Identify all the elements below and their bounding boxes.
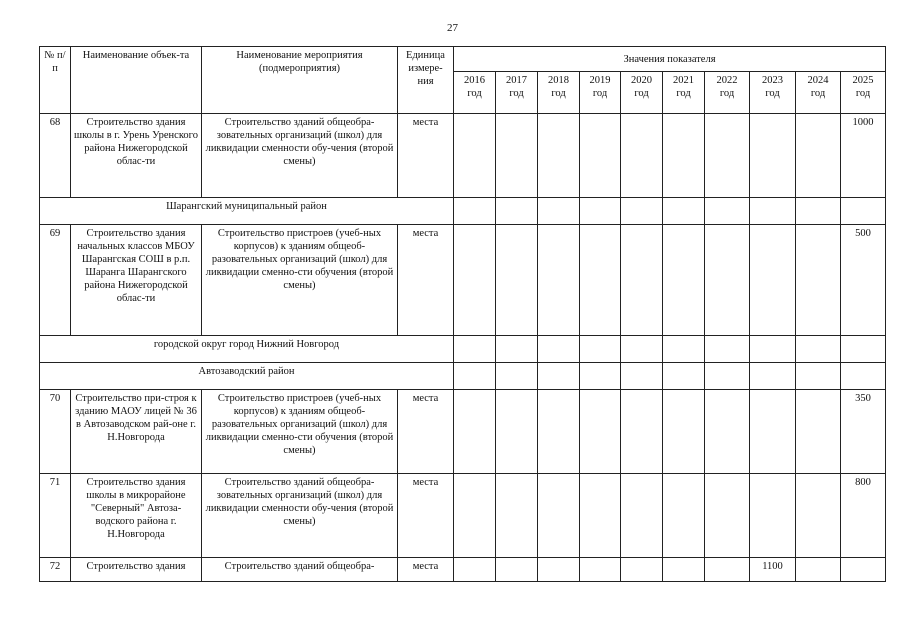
year-unit: год xyxy=(509,88,524,99)
value-2021 xyxy=(663,474,705,558)
value-2019 xyxy=(580,558,621,582)
section-empty-cell xyxy=(538,198,580,225)
year-unit: год xyxy=(634,88,649,99)
year-header-2018 xyxy=(538,72,580,114)
unit-cell: места xyxy=(398,474,454,558)
year-label: 2023 xyxy=(762,75,783,86)
value-2020 xyxy=(621,225,663,336)
section-empty-cell xyxy=(796,198,841,225)
section-row xyxy=(40,198,886,225)
event-name: Строительство зданий общеобра-зовательных организаций (школ) для ликвидации сменности обу-чения (второй смены) xyxy=(202,474,398,558)
section-row xyxy=(40,363,886,390)
header-row xyxy=(40,47,886,72)
table-body xyxy=(40,47,886,582)
event-name: Строительство зданий общеобра- xyxy=(202,558,398,582)
event-name: Строительство зданий общеобра-зовательных организаций (школ) для ликвидации сменности обу-чения (второй смены) xyxy=(202,114,398,198)
value-2023 xyxy=(750,474,796,558)
value-2017 xyxy=(496,114,538,198)
table-row xyxy=(40,225,886,336)
object-name: Строительство здания школы в г. Урень Уренского района Нижегородской облас-ти xyxy=(71,114,202,198)
section-empty-cell xyxy=(663,336,705,363)
value-2019 xyxy=(580,474,621,558)
value-2019 xyxy=(580,225,621,336)
unit-cell: места xyxy=(398,558,454,582)
section-empty-cell xyxy=(750,336,796,363)
year-header-2021 xyxy=(663,72,705,114)
section-empty-cell xyxy=(580,363,621,390)
year-header-2020 xyxy=(621,72,663,114)
unit-cell: места xyxy=(398,114,454,198)
year-unit: год xyxy=(719,88,735,99)
value-2018 xyxy=(538,390,580,474)
section-empty-cell xyxy=(621,336,663,363)
object-name: Строительство здания xyxy=(71,558,202,582)
value-2022 xyxy=(705,390,750,474)
section-row xyxy=(40,336,886,363)
year-header-2019 xyxy=(580,72,621,114)
year-unit: год xyxy=(765,88,780,99)
year-header-2024 xyxy=(796,72,841,114)
section-title: Автозаводский район xyxy=(40,363,454,390)
table-row xyxy=(40,114,886,198)
section-empty-cell xyxy=(454,198,496,225)
value-2020 xyxy=(621,558,663,582)
section-empty-cell xyxy=(705,363,750,390)
event-name: Строительство пристроев (учеб-ных корпусов) к зданиям общеоб-разовательных организаций (школ) для ликвидации сменно-сти обучения (второй смены) xyxy=(202,390,398,474)
year-unit: год xyxy=(676,88,691,99)
object-name: Строительство при-строя к зданию МАОУ лицей № 36 в Автозаводском рай-оне г. Н.Новгорода xyxy=(71,390,202,474)
value-2017 xyxy=(496,390,538,474)
header-num: № п/п xyxy=(40,47,71,114)
unit-cell: места xyxy=(398,225,454,336)
table-row xyxy=(40,558,886,582)
year-unit: год xyxy=(810,88,826,99)
value-2021 xyxy=(663,225,705,336)
value-2016 xyxy=(454,225,496,336)
year-label: 2022 xyxy=(716,75,738,86)
row-number: 70 xyxy=(40,390,71,474)
year-label: 2017 xyxy=(506,75,527,86)
object-name: Строительство здания начальных классов МБОУ Шарангская СОШ в р.п. Шаранга Шарангского района Нижегородской облас-ти xyxy=(71,225,202,336)
value-2017 xyxy=(496,474,538,558)
value-2023: 1100 xyxy=(750,558,796,582)
value-2019 xyxy=(580,114,621,198)
value-2025: 800 xyxy=(841,474,886,558)
section-empty-cell xyxy=(538,336,580,363)
value-2024 xyxy=(796,225,841,336)
section-empty-cell xyxy=(663,363,705,390)
value-2018 xyxy=(538,225,580,336)
page-number: 27 xyxy=(447,22,458,34)
year-header-2017 xyxy=(496,72,538,114)
value-2022 xyxy=(705,114,750,198)
year-header-2022 xyxy=(705,72,750,114)
value-2025: 350 xyxy=(841,390,886,474)
value-2017 xyxy=(496,558,538,582)
value-2023 xyxy=(750,114,796,198)
value-2019 xyxy=(580,390,621,474)
value-2023 xyxy=(750,390,796,474)
value-2025 xyxy=(841,558,886,582)
section-empty-cell xyxy=(496,198,538,225)
table-row xyxy=(40,390,886,474)
section-empty-cell xyxy=(496,336,538,363)
section-empty-cell xyxy=(705,198,750,225)
section-empty-cell xyxy=(454,336,496,363)
year-unit: год xyxy=(855,88,871,99)
row-number: 68 xyxy=(40,114,71,198)
event-name: Строительство пристроев (учеб-ных корпусов) к зданиям общеоб-разовательных организаций (школ) для ликвидации сменно-сти обучения (второй смены) xyxy=(202,225,398,336)
year-header-2016 xyxy=(454,72,496,114)
section-empty-cell xyxy=(750,363,796,390)
value-2020 xyxy=(621,474,663,558)
year-header-2023 xyxy=(750,72,796,114)
row-number: 71 xyxy=(40,474,71,558)
year-header-2025 xyxy=(841,72,886,114)
year-label: 2025 xyxy=(852,75,874,86)
value-2021 xyxy=(663,558,705,582)
value-2024 xyxy=(796,474,841,558)
section-empty-cell xyxy=(841,198,886,225)
value-2016 xyxy=(454,390,496,474)
value-2025: 500 xyxy=(841,225,886,336)
table-row xyxy=(40,474,886,558)
value-2016 xyxy=(454,474,496,558)
value-2018 xyxy=(538,114,580,198)
year-unit: год xyxy=(592,88,608,99)
header-event: Наименование мероприятия (подмероприятия) xyxy=(202,47,398,114)
section-empty-cell xyxy=(796,336,841,363)
row-number: 72 xyxy=(40,558,71,582)
value-2018 xyxy=(538,558,580,582)
value-2021 xyxy=(663,114,705,198)
section-empty-cell xyxy=(621,198,663,225)
section-empty-cell xyxy=(663,198,705,225)
section-title: городской округ город Нижний Новгород xyxy=(40,336,454,363)
year-unit: год xyxy=(551,88,566,99)
section-empty-cell xyxy=(580,198,621,225)
year-label: 2018 xyxy=(548,75,569,86)
value-2016 xyxy=(454,114,496,198)
value-2020 xyxy=(621,114,663,198)
value-2024 xyxy=(796,390,841,474)
unit-cell: места xyxy=(398,390,454,474)
header-object: Наименование объек-та xyxy=(71,47,202,114)
section-empty-cell xyxy=(705,336,750,363)
object-name: Строительство здания школы в микрорайоне "Северный" Автоза-водского района г. Н.Новгорода xyxy=(71,474,202,558)
value-2022 xyxy=(705,558,750,582)
section-empty-cell xyxy=(750,198,796,225)
section-empty-cell xyxy=(538,363,580,390)
header-values: Значения показателя xyxy=(454,47,886,72)
value-2023 xyxy=(750,225,796,336)
section-empty-cell xyxy=(496,363,538,390)
value-2025: 1000 xyxy=(841,114,886,198)
header-unit: Единица измере-ния xyxy=(398,47,454,114)
value-2018 xyxy=(538,474,580,558)
section-empty-cell xyxy=(841,363,886,390)
value-2024 xyxy=(796,114,841,198)
section-empty-cell xyxy=(621,363,663,390)
value-2016 xyxy=(454,558,496,582)
value-2017 xyxy=(496,225,538,336)
section-empty-cell xyxy=(580,336,621,363)
section-empty-cell xyxy=(841,336,886,363)
indicator-table xyxy=(39,46,886,582)
value-2021 xyxy=(663,390,705,474)
year-label: 2021 xyxy=(673,75,694,86)
section-empty-cell xyxy=(454,363,496,390)
year-label: 2019 xyxy=(589,75,611,86)
value-2022 xyxy=(705,225,750,336)
value-2022 xyxy=(705,474,750,558)
year-label: 2020 xyxy=(631,75,652,86)
value-2020 xyxy=(621,390,663,474)
section-title: Шарангский муниципальный район xyxy=(40,198,454,225)
year-unit: год xyxy=(467,88,482,99)
year-label: 2016 xyxy=(464,75,485,86)
section-empty-cell xyxy=(796,363,841,390)
row-number: 69 xyxy=(40,225,71,336)
value-2024 xyxy=(796,558,841,582)
year-label: 2024 xyxy=(807,75,829,86)
